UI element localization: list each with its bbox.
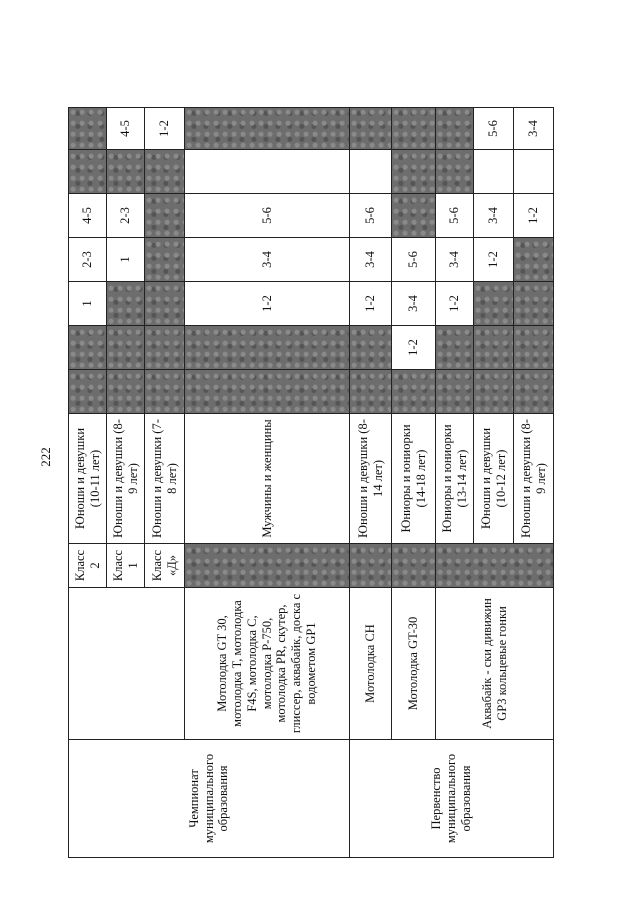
shaded-cell [145,150,185,194]
col-place-1-label: 1 [80,300,95,307]
rank-value: 1-2 [157,120,172,137]
shaded-cell [69,370,107,414]
rank-value: 1-2 [363,295,378,312]
class-1-label: Класс 1 [110,549,140,582]
championship-title: Чемпионат муниципального образования [186,753,231,844]
shaded-cell [69,150,107,194]
empty-boat-cell [69,588,185,740]
shaded-cell [185,108,350,150]
rank-value: 3-4 [259,251,274,268]
rank-cell [514,108,554,150]
rank-value: 4-5 [118,120,133,137]
shaded-cell [436,544,554,588]
class-d-age: Юноши и девушки (7-8 лет) [149,419,179,538]
ch-group-cell [350,414,392,544]
rank-value: 5-6 [447,207,462,224]
shaded-cell [145,370,185,414]
boats-group: Мужчины и женщины [259,419,274,538]
shaded-cell [185,544,350,588]
boats-group-cell [185,414,350,544]
class-d-age-cell [145,414,185,544]
shaded-cell [436,150,474,194]
shaded-cell [436,326,474,370]
rank-cell [185,238,350,282]
shaded-cell [69,326,107,370]
col-place-1-header [69,282,107,326]
rank-cell [392,238,436,282]
shaded-cell [392,194,436,238]
class-2-cell [69,544,107,588]
rank-cell [474,108,514,150]
rank-value: 3-4 [447,251,462,268]
aquabike-g1-cell [436,414,474,544]
rank-cell [436,238,474,282]
empty-cell [474,150,514,194]
aquabike-g1: Юниоры и юниорки (13-14 лет) [439,424,469,533]
table-row [69,108,107,858]
aquabike-boat-cell [436,588,554,740]
shaded-cell [474,370,514,414]
rank-cell [350,282,392,326]
shaded-cell [514,370,554,414]
gt30-group-cell [392,414,436,544]
col-place-4-5-header [69,194,107,238]
rank-cell [145,108,185,150]
first-title: Первенство муниципального образования [429,753,473,844]
shaded-cell [350,544,392,588]
ch-boat: Мотолодка СН [363,624,378,703]
rank-value: 2-3 [118,207,133,224]
shaded-cell [514,238,554,282]
shaded-cell [392,150,436,194]
rank-value: 3-4 [526,120,541,137]
rank-cell [185,194,350,238]
rank-value: 3-4 [406,295,421,312]
ch-group: Юноши и девушки (8-14 лет) [355,419,385,538]
aquabike-boat: Аквабайк - ски дивижин GP3 кольцевые гонки [479,598,509,729]
rank-value: 1-2 [447,295,462,312]
aquabike-g3: Юноши и девушки (8-9 лет) [518,419,548,538]
rank-table-wrapper [68,108,553,858]
class-1-cell [107,544,145,588]
rank-value: 5-6 [363,207,378,224]
class-2-age: Юноши и девушки (10-11 лет) [72,427,102,530]
rank-value: 5-6 [406,251,421,268]
shaded-cell [514,326,554,370]
shaded-cell [436,108,474,150]
shaded-cell [436,370,474,414]
shaded-cell [392,370,436,414]
aquabike-g3-cell [514,414,554,544]
rank-cell [107,108,145,150]
empty-cell [350,150,392,194]
col-place-2-3-label: 2-3 [80,251,95,268]
shaded-cell [350,370,392,414]
table-row [350,108,392,858]
shaded-cell [107,150,145,194]
shaded-cell [185,370,350,414]
rank-cell [107,194,145,238]
rank-cell [107,238,145,282]
rank-cell [436,282,474,326]
rank-value: 3-4 [486,207,501,224]
rank-cell [474,194,514,238]
aquabike-g2: Юноши и девушки (10-12 лет) [478,427,508,530]
rank-value: 5-6 [486,120,501,137]
shaded-cell [474,326,514,370]
rank-cell [436,194,474,238]
shaded-cell [145,194,185,238]
col-place-2-3-header [69,238,107,282]
gt30-boat-cell [392,588,436,740]
class-1-age-cell [107,414,145,544]
ch-boat-cell [350,588,392,740]
rank-value: 1-2 [526,207,541,224]
rank-value: 1-2 [259,295,274,312]
shaded-cell [350,108,392,150]
gt30-group: Юниоры и юниорки (14-18 лет) [398,424,428,533]
shaded-cell [514,282,554,326]
shaded-cell [474,282,514,326]
class-d-cell [145,544,185,588]
rank-value: 1-2 [486,251,501,268]
first-title-cell [350,740,554,858]
rank-cell [392,326,436,370]
class-2-age-cell [69,414,107,544]
page-number-text: 222 [38,447,53,467]
rank-value: 1 [118,256,133,263]
empty-cell [514,150,554,194]
rank-value: 3-4 [363,251,378,268]
shaded-cell [145,326,185,370]
shaded-cell [145,238,185,282]
shaded-cell [392,108,436,150]
rank-cell [185,282,350,326]
gt30-boat: Мотолодка GT-30 [406,616,421,711]
boats-list: Мотолодка GT 30, мотолодка T, мотолодка F4S, мотолодка С, мотолодка Р-750, мотолодка PR, скутер, глиссер, аквабайк, доска с водометом GP1 [215,593,318,734]
shaded-cell [107,326,145,370]
rank-cell [474,238,514,282]
class-2-label: Класс 2 [72,549,102,582]
shaded-cell [69,108,107,150]
shaded-cell [185,326,350,370]
shaded-cell [145,282,185,326]
empty-cell [185,150,350,194]
rank-table [68,107,554,858]
rank-cell [350,194,392,238]
rank-cell [392,282,436,326]
aquabike-g2-cell [474,414,514,544]
shaded-cell [350,326,392,370]
rank-cell [350,238,392,282]
shaded-cell [392,544,436,588]
class-d-label: Класс «Д» [149,549,179,582]
shaded-cell [107,370,145,414]
class-1-age: Юноши и девушки (8-9 лет) [110,419,140,538]
championship-title-cell [69,740,350,858]
col-place-4-5-label: 4-5 [80,207,95,224]
rank-value: 5-6 [259,207,274,224]
shaded-cell [107,282,145,326]
rank-value: 1-2 [406,339,421,356]
boats-list-cell [185,588,350,740]
rank-cell [514,194,554,238]
